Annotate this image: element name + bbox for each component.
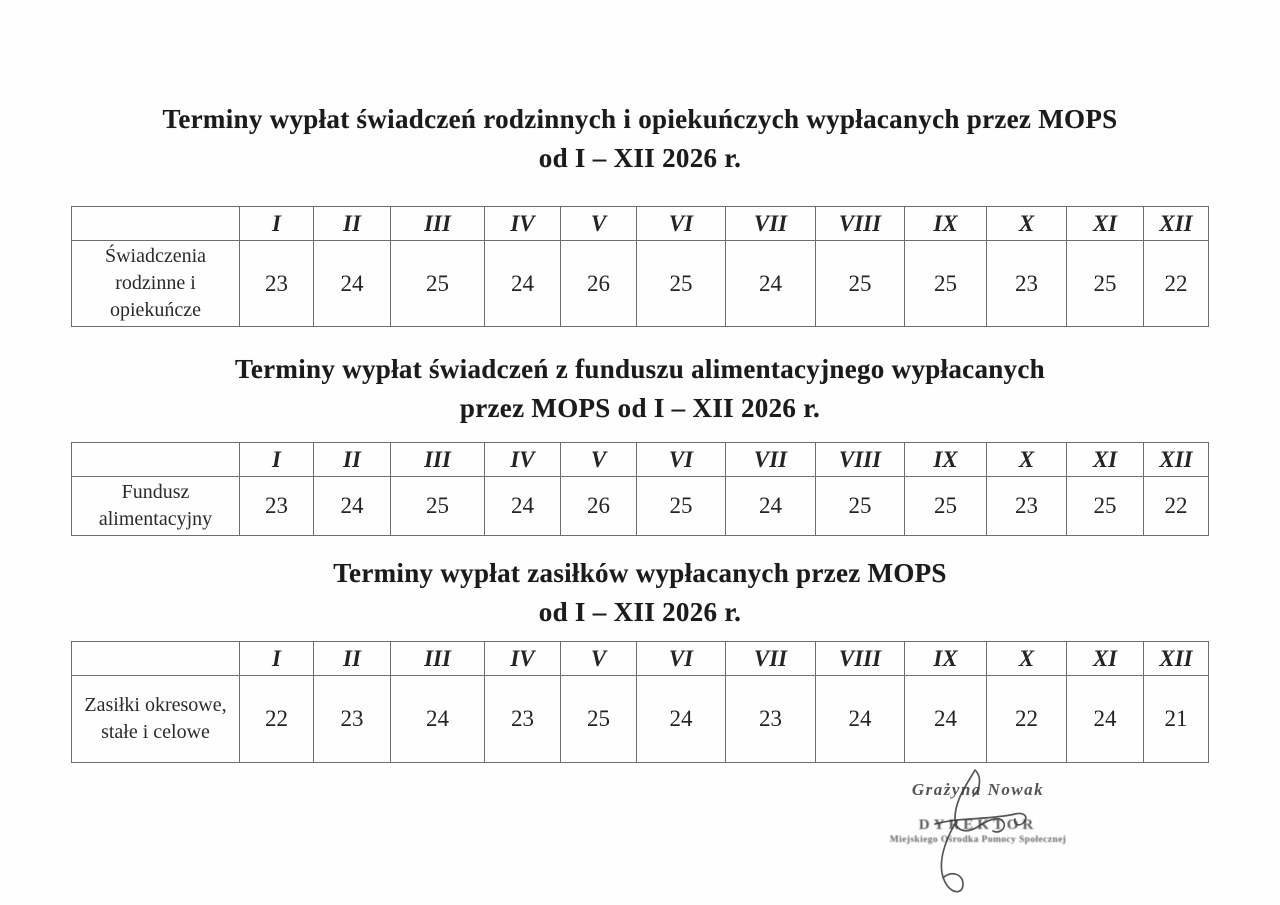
table-swiadczenia-rodzinne [71, 206, 1209, 327]
payment-day-cell: 24 [485, 477, 561, 536]
payment-day-cell: 24 [637, 676, 726, 763]
month-header-cell: II [314, 642, 391, 676]
month-header-cell: VI [637, 443, 726, 477]
month-header-cell: VII [726, 443, 816, 477]
payment-day-cell: 22 [1144, 241, 1209, 327]
month-header-cell: XII [1144, 642, 1209, 676]
signature-name: Grażyna Nowak [911, 780, 1045, 799]
signature-organization: Miejskiego Ośrodka Pomocy Społecznej [889, 835, 1067, 845]
payment-day-cell: 25 [905, 477, 987, 536]
payment-day-cell: 24 [1067, 676, 1144, 763]
month-header-cell: I [240, 207, 314, 241]
month-header-cell: XI [1067, 207, 1144, 241]
payment-day-cell: 24 [726, 241, 816, 327]
month-header-cell: V [561, 207, 637, 241]
payment-row [72, 241, 1209, 327]
payment-day-cell: 23 [485, 676, 561, 763]
month-header-cell: XI [1067, 642, 1144, 676]
month-header-cell: IV [485, 207, 561, 241]
month-header-cell: VII [726, 207, 816, 241]
month-header-cell: III [391, 443, 485, 477]
payment-day-cell: 21 [1144, 676, 1209, 763]
month-header-cell: IX [905, 207, 987, 241]
row-label: Świadczenia rodzinne i opiekuńcze [72, 241, 240, 327]
payment-day-cell: 24 [314, 241, 391, 327]
signature-block [828, 780, 1128, 845]
month-header-cell: V [561, 443, 637, 477]
row-label: Zasiłki okresowe, stałe i celowe [72, 676, 240, 763]
month-header-cell: XI [1067, 443, 1144, 477]
title-fundusz-alimentacyjny [60, 350, 1220, 428]
payment-day-cell: 25 [391, 477, 485, 536]
month-header-cell: X [987, 642, 1067, 676]
month-header-cell: IV [485, 642, 561, 676]
payment-day-cell: 24 [816, 676, 905, 763]
payment-day-cell: 23 [987, 241, 1067, 327]
corner-cell [72, 642, 240, 676]
payment-day-cell: 23 [726, 676, 816, 763]
month-header-cell: IV [485, 443, 561, 477]
month-header-cell: VIII [816, 642, 905, 676]
month-header-cell: XII [1144, 443, 1209, 477]
payment-day-cell: 24 [391, 676, 485, 763]
payment-day-cell: 25 [905, 241, 987, 327]
month-header-cell: IX [905, 642, 987, 676]
payment-day-cell: 23 [240, 477, 314, 536]
corner-cell [72, 443, 240, 477]
month-header-cell: X [987, 443, 1067, 477]
title-line-2: od I – XII 2026 r. [538, 597, 742, 627]
table-fundusz-alimentacyjny [71, 442, 1209, 536]
payment-day-cell: 23 [987, 477, 1067, 536]
payment-day-cell: 26 [561, 477, 637, 536]
month-header-cell: III [391, 642, 485, 676]
title-zasilki [60, 554, 1220, 632]
corner-cell [72, 207, 240, 241]
payment-day-cell: 23 [240, 241, 314, 327]
month-header-cell: I [240, 642, 314, 676]
table-zasilki [71, 641, 1209, 763]
payment-day-cell: 25 [637, 241, 726, 327]
month-header-cell: I [240, 443, 314, 477]
payment-day-cell: 23 [314, 676, 391, 763]
title-line-1: Terminy wypłat zasiłków wypłacanych przez MOPS [333, 558, 947, 588]
payment-day-cell: 24 [905, 676, 987, 763]
month-header-row [72, 207, 1209, 241]
month-header-cell: II [314, 207, 391, 241]
title-line-2: przez MOPS od I – XII 2026 r. [459, 393, 821, 423]
month-header-cell: VIII [816, 207, 905, 241]
signature-role: DYREKTOR [918, 817, 1038, 833]
title-line-1: Terminy wypłat świadczeń z funduszu alimentacyjnego wypłacanych [235, 354, 1045, 384]
month-header-cell: X [987, 207, 1067, 241]
payment-day-cell: 24 [726, 477, 816, 536]
title-line-2: od I – XII 2026 r. [538, 143, 742, 173]
payment-day-cell: 26 [561, 241, 637, 327]
month-header-cell: VIII [816, 443, 905, 477]
payment-day-cell: 25 [561, 676, 637, 763]
payment-day-cell: 22 [240, 676, 314, 763]
payment-day-cell: 25 [1067, 241, 1144, 327]
row-label: Fundusz alimentacyjny [72, 477, 240, 536]
payment-day-cell: 25 [1067, 477, 1144, 536]
payment-row [72, 676, 1209, 763]
month-header-cell: II [314, 443, 391, 477]
payment-day-cell: 25 [816, 477, 905, 536]
month-header-cell: VI [637, 207, 726, 241]
month-header-cell: XII [1144, 207, 1209, 241]
title-line-1: Terminy wypłat świadczeń rodzinnych i opiekuńczych wypłacanych przez MOPS [162, 104, 1118, 134]
month-header-row [72, 443, 1209, 477]
payment-day-cell: 25 [391, 241, 485, 327]
payment-day-cell: 25 [637, 477, 726, 536]
month-header-cell: VI [637, 642, 726, 676]
payment-day-cell: 25 [816, 241, 905, 327]
month-header-cell: V [561, 642, 637, 676]
payment-day-cell: 22 [987, 676, 1067, 763]
month-header-cell: VII [726, 642, 816, 676]
payment-day-cell: 24 [314, 477, 391, 536]
payment-day-cell: 24 [485, 241, 561, 327]
month-header-cell: III [391, 207, 485, 241]
payment-row [72, 477, 1209, 536]
payment-day-cell: 22 [1144, 477, 1209, 536]
month-header-row [72, 642, 1209, 676]
title-swiadczenia-rodzinne [60, 100, 1220, 178]
month-header-cell: IX [905, 443, 987, 477]
